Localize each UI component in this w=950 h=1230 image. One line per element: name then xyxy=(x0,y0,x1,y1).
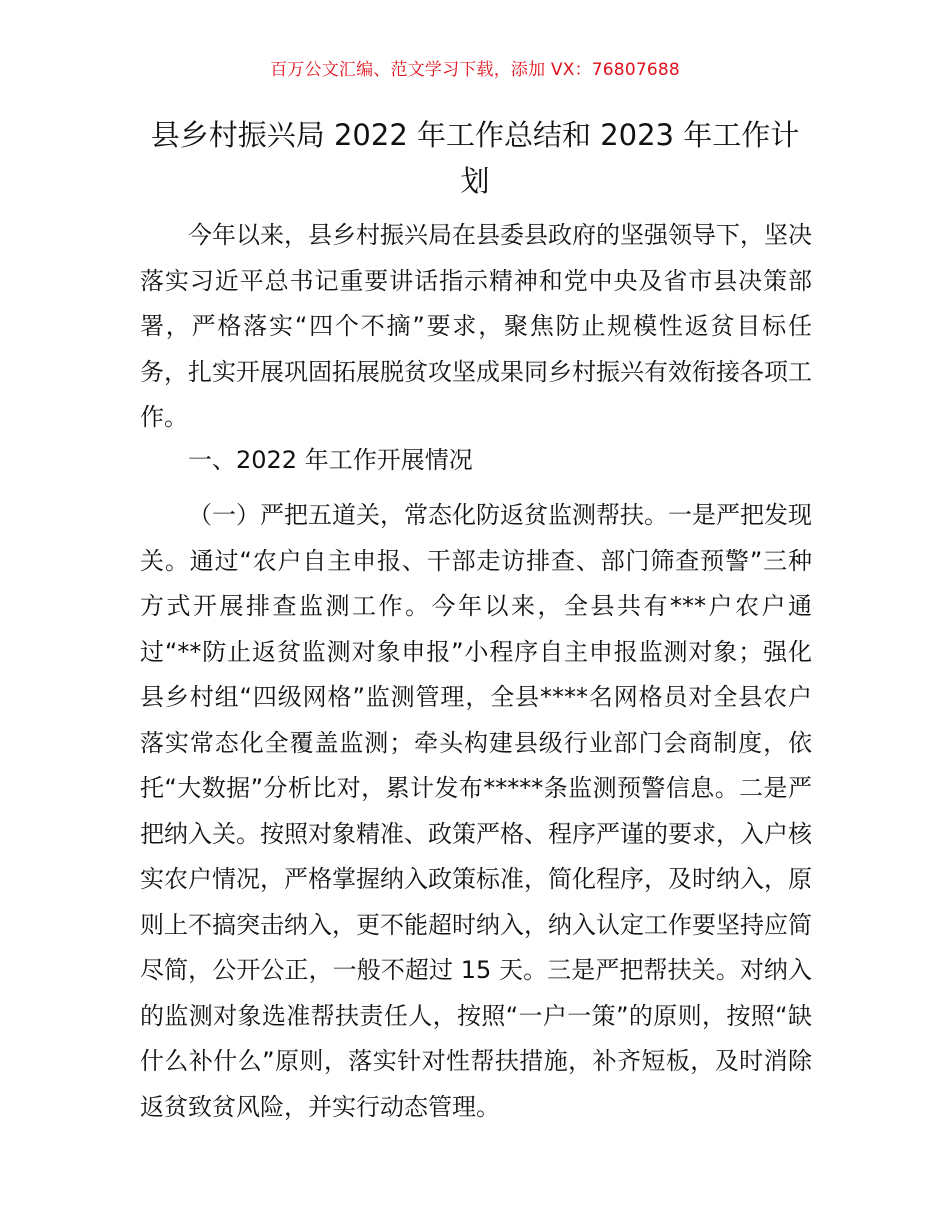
section-paragraph: （一）严把五道关，常态化防返贫监测帮扶。一是严把发现关。通过“农户自主申报、干部走访排查、部门筛查预警”三种方式开展排查监测工作。今年以来，全县共有***户农户通过“**防止返贫监测对象申报”小程序自主申报监测对象；强化县乡村组“四级网格”监测管理，全县****名网格员对全县农户落实常态化全覆盖监测；牵头构建县级行业部门会商制度，依托“大数据”分析比对，累计发布*****条监测预警信息。二是严把纳入关。按照对象精准、政策严格、程序严谨的要求，入户核实农户情况，严格掌握纳入政策标准，简化程序，及时纳入，原则上不搞突击纳入，更不能超时纳入，纳入认定工作要坚持应简尽简，公开公正，一般不超过 15 天。三是严把帮扶关。对纳入的监测对象选准帮扶责任人，按照“一户一策”的原则，按照“缺什么补什么”原则，落实针对性帮扶措施，补齐短板，及时消除返贫致贫风险，并实行动态管理。 xyxy=(140,501,812,1121)
document-title: 县乡村振兴局 2022 年工作总结和 2023 年工作计划 xyxy=(150,118,800,198)
section-heading: 一、2022 年工作开展情况 xyxy=(188,446,473,474)
watermark-header: 百万公文汇编、范文学习下载，添加 VX：76807688 xyxy=(270,60,680,80)
intro-paragraph: 今年以来，县乡村振兴局在县委县政府的坚强领导下，坚决落实习近平总书记重要讲话指示精神和党中央及省市县决策部署，严格落实“四个不摘”要求，聚焦防止规模性返贫目标任务，扎实开展巩固拓展脱贫攻坚成果同乡村振兴有效衔接各项工作。 xyxy=(140,221,812,431)
